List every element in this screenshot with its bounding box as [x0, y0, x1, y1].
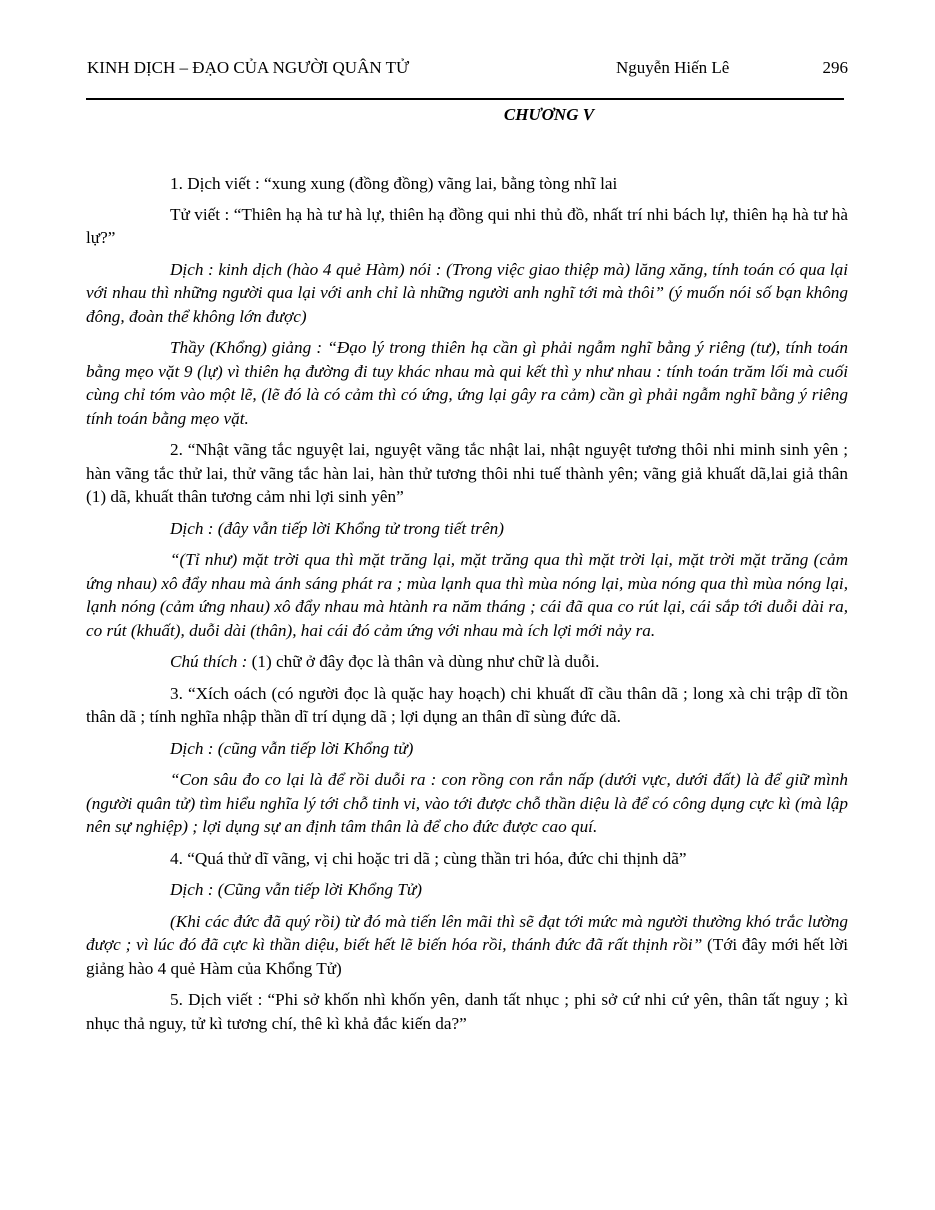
author-name: Nguyễn Hiến Lê [616, 58, 730, 77]
paragraph-translation: Dịch : (đây vẫn tiếp lời Khổng tử trong tiết trên) [170, 518, 504, 538]
paragraph-translation: Dịch : kinh dịch (hào 4 quẻ Hàm) nói : (Trong việc giao thiệp mà) lăng xăng, tính toán có qua lại với nhau thì những người qua lại với anh chỉ là những người anh nghĩ tới mà thôi” (ý muốn nói số bạn không đông, đoàn thể không lớn được) [86, 259, 848, 326]
paragraph: Tử viết : “Thiên hạ hà tư hà lự, thiên hạ đồng qui nhi thủ đồ, nhất trí nhi bách lự, thiên hạ hà tư hà lự?” [86, 204, 848, 247]
header-divider [86, 98, 844, 100]
paragraph: 1. Dịch viết : “xung xung (đồng đồng) vãng lai, bằng tòng nhĩ lai [170, 174, 618, 193]
paragraph-translation: Thầy (Khổng) giảng : “Đạo lý trong thiên hạ cần gì phải ngẫm nghĩ bằng ý riêng (tư), tính toán bằng mẹo vặt 9 (lự) vì thiên hạ đường đi tuy khác nhau mà qui kết thì y như nhau : tính toán trăm lối mà cuối cùng chỉ tóm vào một lẽ, (lẽ đó là có cảm thì có ứng, ứng lại gây ra cảm) cần gì phải ngẫm nghĩ bằng ý riêng tính toán bằng mẹo vặt. [86, 338, 848, 428]
paragraph: 4. “Quá thử dĩ vãng, vị chi hoặc tri dã ; cùng thần tri hóa, đức chi thịnh dã” [170, 848, 687, 868]
paragraph-footnote [86, 650, 848, 674]
chapter-title: CHƯƠNG V [503, 105, 595, 124]
paragraph-translation: Dịch : (Cũng vẫn tiếp lời Khổng Tử) [170, 880, 422, 899]
page-header [86, 58, 848, 80]
paragraph: 2. “Nhật vãng tắc nguyệt lai, nguyệt vãng tắc nhật lai, nhật nguyệt tương thôi nhi minh sinh yên ; hàn vãng tắc thử lai, thử vãng tắc hàn lai, hàn thử tương thôi nhi tuế thành yên; vãng giả khuất dã,lai giả thân (1) dã, khuất thân tương cảm nhi lợi sinh yên” [86, 440, 848, 506]
paragraph-translation [86, 910, 848, 981]
paragraph-translation: “(Tỉ như) mặt trời qua thì mặt trăng lại, mặt trăng qua thì mặt trời lại, mặt trời mặt trăng (cảm ứng nhau) xô đẩy nhau mà ánh sáng phát ra ; mùa lạnh qua thì mùa nóng lại, mùa nóng qua thì mùa nóng lại, lạnh nóng (cảm ứng nhau) xô đẩy nhau mà htành ra năm tháng ; cái đã qua co rút lại, cái sắp tới duỗi dài ra, co rút (khuất), duỗi dài (thân), hai cái đó cảm ứng với nhau mà ích lợi mới nảy ra. [86, 550, 848, 640]
footnote-label: Chú thích : [170, 652, 248, 671]
paragraph-translation: Dịch : (cũng vẫn tiếp lời Khổng tử) [170, 738, 414, 758]
translation-text: (Khi các đức đã quý rồi) từ đó mà tiến lên mãi thì sẽ đạt tới mức mà người thường khó trắc lường được ; vì lúc đó đã cực kì thần diệu, biết hết lẽ biến hóa rồi, thánh đức đã rất thịnh rồi” [86, 911, 848, 954]
paragraph: 3. “Xích oách (có người đọc là quặc hay hoạch) chi khuất dĩ cầu thân dã ; long xà chi trập dĩ tồn thân dã ; tính nghĩa nhập thần dĩ trí dụng dã ; lợi dụng an thân dĩ sùng đức dã. [86, 683, 848, 726]
body-text [86, 172, 848, 1043]
paragraph: 5. Dịch viết : “Phi sở khốn nhì khốn yên, danh tất nhục ; phi sở cứ nhi cứ yên, thân tất nguy ; kì nhục thả nguy, tử kì tương chí, thê kì khả đắc kiến da?” [86, 990, 848, 1033]
translation-note: (Tới đây mới hết lời giảng hào 4 quẻ Hàm của Khổng Tử) [86, 935, 848, 978]
paragraph-translation: “Con sâu đo co lại là để rồi duỗi ra : con rồng con rắn nấp (dưới vực, dưới đất) là để giữ mình (người quân tử) tìm hiểu nghĩa lý tới chỗ tinh vi, vào tới được chỗ thần diệu là để có công dụng cực kì (mà lập nên sự nghiệp) ; lợi dụng sự an định tâm thân là để cho đức được cao quí. [86, 770, 848, 836]
book-title: KINH DỊCH – ĐẠO CỦA NGƯỜI QUÂN TỬ [87, 58, 410, 77]
footnote-text: (1) chữ ở đây đọc là thân và dùng như chữ là duỗi. [247, 652, 600, 671]
page-number: 296 [822, 58, 848, 77]
